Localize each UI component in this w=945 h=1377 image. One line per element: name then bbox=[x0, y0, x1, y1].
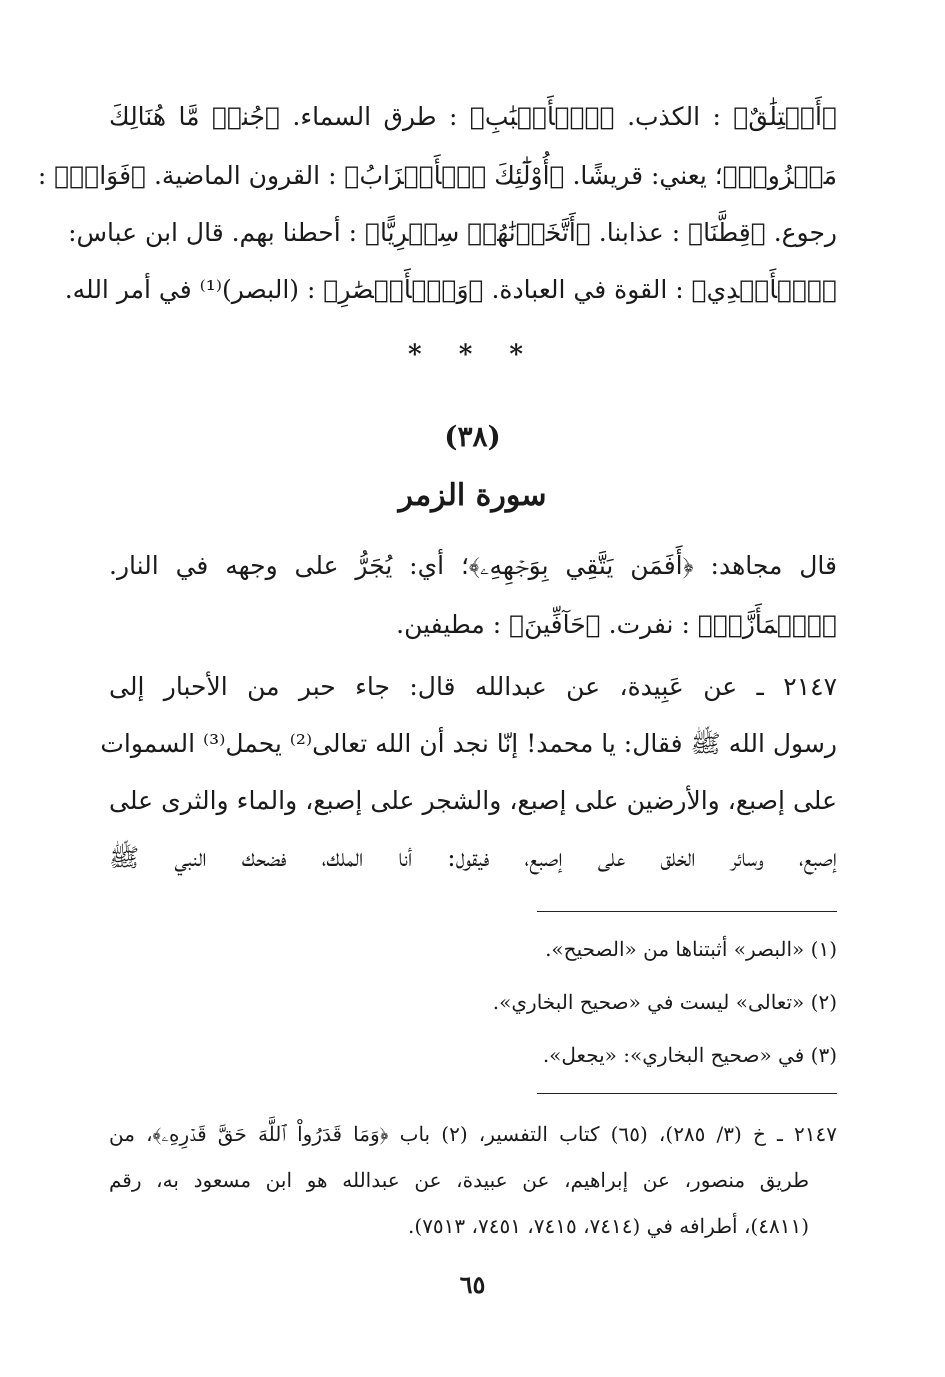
intro-line: ﴿ٱشۡمَأَزَّتۡ﴾ : نفرت. ﴿حَآفِّينَ﴾ : مطيفين. bbox=[396, 610, 837, 639]
takhrij-line: ٢١٤٧ ـ خ (٣/ ٢٨٥)، (٦٥) كتاب التفسير، (٢) باب ﴿وَمَا قَدَرُواْ ٱللَّهَ حَقَّ قَدۡرِهِۦ﴾، من bbox=[109, 1122, 837, 1146]
glossary-line: مَهۡزُومٞ﴾؛ يعني: قريشًا. ﴿أُوْلَٰٓئِكَ ٱلۡأَحۡزَابُ﴾ : القرون الماضية. ﴿فَوَاقٖ﴾ : bbox=[37, 161, 837, 190]
glossary-line: ﴿أَخۡتِلَٰقٌ﴾ : الكذب. ﴿ٱلۡأَسۡبَٰبِ﴾ : طرق السماء. ﴿جُندٞ مَّا هُنَالِكَ bbox=[109, 102, 837, 131]
surah-title: سورة الزمر bbox=[398, 478, 547, 513]
footnote: (٣) في «صحيح البخاري»: «يجعل». bbox=[542, 1043, 837, 1067]
takhrij-divider bbox=[537, 1093, 837, 1094]
footnote-divider bbox=[537, 911, 837, 912]
hadith-line: إصبع، وسائر الخلق على إصبع، فيقول: أنا الملك، فضحك النبي ﷺ bbox=[109, 843, 837, 872]
takhrij-line: (٤٨١١)، أطرافه في (٧٤١٤، ٧٤١٥، ٧٤٥١، ٧٥١٣). bbox=[408, 1214, 809, 1238]
glossary-line: رجوع. ﴿قِطَّنَا﴾ : عذابنا. ﴿أَتَّخَذۡنَٰهُمۡ سِخۡرِيًّا﴾ : أحطنا بهم. قال ابن عباس: bbox=[68, 218, 837, 247]
surah-number: (٣٨) bbox=[444, 420, 501, 453]
glossary-line: ﴿ٱلۡأَيۡدِي﴾ : القوة في العبادة. ﴿وَٱلۡأَبۡصَٰرِ﴾ : (البصر)⁽¹⁾ في أمر الله. bbox=[64, 275, 837, 304]
intro-line: قال مجاهد: ﴿أَفَمَن يَتَّقِي بِوَجۡهِهِۦ﴾؛ أي: يُجَرُّ على وجهه في النار. bbox=[109, 551, 837, 580]
hadith-line: رسول الله ﷺ فقال: يا محمد! إنّا نجد أن الله تعالى⁽²⁾ يحمل⁽³⁾ السموات bbox=[100, 729, 837, 758]
footnote: (١) «البصر» أثبتناها من «الصحيح». bbox=[545, 937, 837, 961]
hadith-line: على إصبع، والأرضين على إصبع، والشجر على إصبع، والماء والثرى على bbox=[109, 786, 837, 815]
takhrij-line: طريق منصور، عن إبراهيم، عن عبيدة، عن عبدالله هو ابن مسعود به، رقم bbox=[109, 1168, 809, 1192]
page-number: ٦٥ bbox=[459, 1270, 486, 1299]
footnote: (٢) «تعالى» ليست في «صحيح البخاري». bbox=[492, 990, 837, 1014]
section-separator: * * * bbox=[408, 340, 537, 370]
hadith-line: ٢١٤٧ ـ عن عَبِيدة، عن عبدالله قال: جاء حبر من الأحبار إلى bbox=[109, 672, 837, 701]
